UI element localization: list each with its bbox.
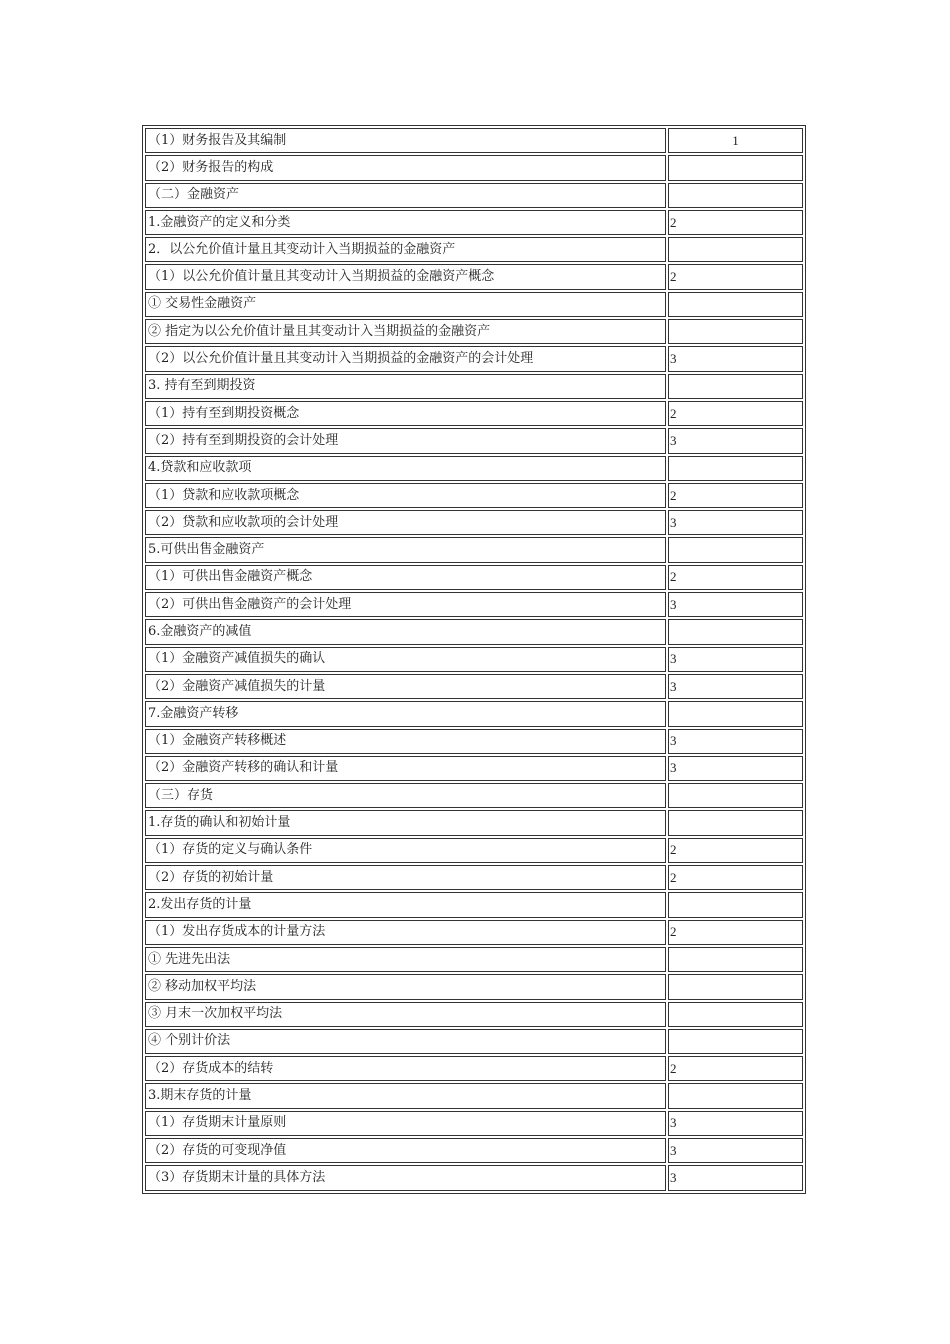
topic-cell: ② 移动加权平均法 — [145, 974, 666, 999]
topic-cell: （2）财务报告的构成 — [145, 155, 666, 180]
table-row — [145, 947, 803, 972]
topic-cell: （1）金融资产减值损失的确认 — [145, 647, 666, 672]
topic-cell: （1）发出存货成本的计量方法 — [145, 920, 666, 945]
requirement-level-cell: 2 — [668, 1056, 803, 1081]
table-row — [145, 319, 803, 344]
topic-cell: 2．以公允价值计量且其变动计入当期损益的金融资产 — [145, 237, 666, 262]
requirement-level-cell — [668, 619, 803, 644]
table-row — [145, 619, 803, 644]
requirement-level-cell — [668, 783, 803, 808]
table-row — [145, 838, 803, 863]
table-row — [145, 756, 803, 781]
topic-cell: （1）存货期末计量原则 — [145, 1111, 666, 1136]
requirement-level-cell — [668, 456, 803, 481]
requirement-level-cell: 2 — [668, 565, 803, 590]
topic-cell: （1）以公允价值计量且其变动计入当期损益的金融资产概念 — [145, 264, 666, 289]
table-row — [145, 1002, 803, 1027]
requirement-level-cell: 2 — [668, 401, 803, 426]
requirement-level-cell — [668, 155, 803, 180]
table-row — [145, 401, 803, 426]
requirement-level-cell: 3 — [668, 729, 803, 754]
requirement-level-cell: 3 — [668, 428, 803, 453]
table-row — [145, 565, 803, 590]
topic-cell: ① 交易性金融资产 — [145, 292, 666, 317]
topic-cell: （2）存货成本的结转 — [145, 1056, 666, 1081]
topic-cell: ① 先进先出法 — [145, 947, 666, 972]
topic-cell: （1）金融资产转移概述 — [145, 729, 666, 754]
topic-cell: 4.贷款和应收款项 — [145, 456, 666, 481]
topic-cell: ④ 个别计价法 — [145, 1029, 666, 1054]
topic-cell: 1.金融资产的定义和分类 — [145, 210, 666, 235]
topic-cell: 5.可供出售金融资产 — [145, 537, 666, 562]
table-row — [145, 974, 803, 999]
topic-cell: （2）金融资产转移的确认和计量 — [145, 756, 666, 781]
requirement-level-cell — [668, 892, 803, 917]
topic-cell: （1）存货的定义与确认条件 — [145, 838, 666, 863]
table-row — [145, 1138, 803, 1163]
topic-cell: （2）可供出售金融资产的会计处理 — [145, 592, 666, 617]
requirement-level-cell — [668, 1002, 803, 1027]
table-row — [145, 592, 803, 617]
table-row — [145, 1165, 803, 1190]
requirement-level-cell — [668, 810, 803, 835]
table-row — [145, 456, 803, 481]
requirement-level-cell: 3 — [668, 1138, 803, 1163]
requirement-level-cell — [668, 183, 803, 208]
table-row — [145, 346, 803, 371]
table-row — [145, 783, 803, 808]
requirement-level-cell: 3 — [668, 1165, 803, 1190]
table-row — [145, 892, 803, 917]
topic-cell: （2）存货的可变现净值 — [145, 1138, 666, 1163]
table-row — [145, 264, 803, 289]
table-row — [145, 1083, 803, 1108]
table-row — [145, 237, 803, 262]
topic-cell: 1.存货的确认和初始计量 — [145, 810, 666, 835]
topic-cell: （1）可供出售金融资产概念 — [145, 565, 666, 590]
table-row — [145, 729, 803, 754]
table-row — [145, 183, 803, 208]
table-row — [145, 483, 803, 508]
topic-cell: （2）存货的初始计量 — [145, 865, 666, 890]
requirement-level-cell — [668, 974, 803, 999]
table-row — [145, 674, 803, 699]
topic-cell: （1）持有至到期投资概念 — [145, 401, 666, 426]
topic-cell: （二）金融资产 — [145, 183, 666, 208]
requirement-level-cell — [668, 701, 803, 726]
requirement-level-cell: 2 — [668, 920, 803, 945]
requirement-level-cell — [668, 537, 803, 562]
table-row — [145, 810, 803, 835]
table-row — [145, 1056, 803, 1081]
requirement-level-cell: 3 — [668, 592, 803, 617]
requirement-level-cell: 2 — [668, 210, 803, 235]
requirement-level-cell: 3 — [668, 510, 803, 535]
requirement-level-cell — [668, 947, 803, 972]
requirement-level-cell: 3 — [668, 674, 803, 699]
requirement-level-cell: 2 — [668, 483, 803, 508]
topic-cell: 2.发出存货的计量 — [145, 892, 666, 917]
requirement-level-cell: 1 — [668, 128, 803, 153]
table-row — [145, 920, 803, 945]
topic-cell: （三）存货 — [145, 783, 666, 808]
table-row — [145, 510, 803, 535]
syllabus-table-body — [145, 128, 803, 1191]
topic-cell: 3. 持有至到期投资 — [145, 374, 666, 399]
table-row — [145, 128, 803, 153]
topic-cell: （2）持有至到期投资的会计处理 — [145, 428, 666, 453]
table-row — [145, 865, 803, 890]
requirement-level-cell — [668, 292, 803, 317]
topic-cell: （1）贷款和应收款项概念 — [145, 483, 666, 508]
requirement-level-cell: 2 — [668, 838, 803, 863]
requirement-level-cell: 3 — [668, 346, 803, 371]
table-row — [145, 537, 803, 562]
requirement-level-cell — [668, 237, 803, 262]
topic-cell: 7.金融资产转移 — [145, 701, 666, 726]
table-row — [145, 428, 803, 453]
requirement-level-cell — [668, 1029, 803, 1054]
table-row — [145, 1029, 803, 1054]
topic-cell: （3）存货期末计量的具体方法 — [145, 1165, 666, 1190]
requirement-level-cell: 2 — [668, 865, 803, 890]
requirement-level-cell: 3 — [668, 1111, 803, 1136]
syllabus-table — [142, 125, 806, 1194]
requirement-level-cell: 3 — [668, 647, 803, 672]
table-row — [145, 374, 803, 399]
topic-cell: ② 指定为以公允价值计量且其变动计入当期损益的金融资产 — [145, 319, 666, 344]
table-row — [145, 210, 803, 235]
topic-cell: （2）金融资产减值损失的计量 — [145, 674, 666, 699]
table-row — [145, 701, 803, 726]
topic-cell: （2）贷款和应收款项的会计处理 — [145, 510, 666, 535]
requirement-level-cell — [668, 1083, 803, 1108]
table-row — [145, 292, 803, 317]
table-row — [145, 1111, 803, 1136]
topic-cell: （2）以公允价值计量且其变动计入当期损益的金融资产的会计处理 — [145, 346, 666, 371]
requirement-level-cell — [668, 319, 803, 344]
table-row — [145, 155, 803, 180]
topic-cell: 3.期末存货的计量 — [145, 1083, 666, 1108]
requirement-level-cell: 2 — [668, 264, 803, 289]
topic-cell: ③ 月末一次加权平均法 — [145, 1002, 666, 1027]
requirement-level-cell — [668, 374, 803, 399]
table-row — [145, 647, 803, 672]
topic-cell: 6.金融资产的减值 — [145, 619, 666, 644]
topic-cell: （1）财务报告及其编制 — [145, 128, 666, 153]
requirement-level-cell: 3 — [668, 756, 803, 781]
